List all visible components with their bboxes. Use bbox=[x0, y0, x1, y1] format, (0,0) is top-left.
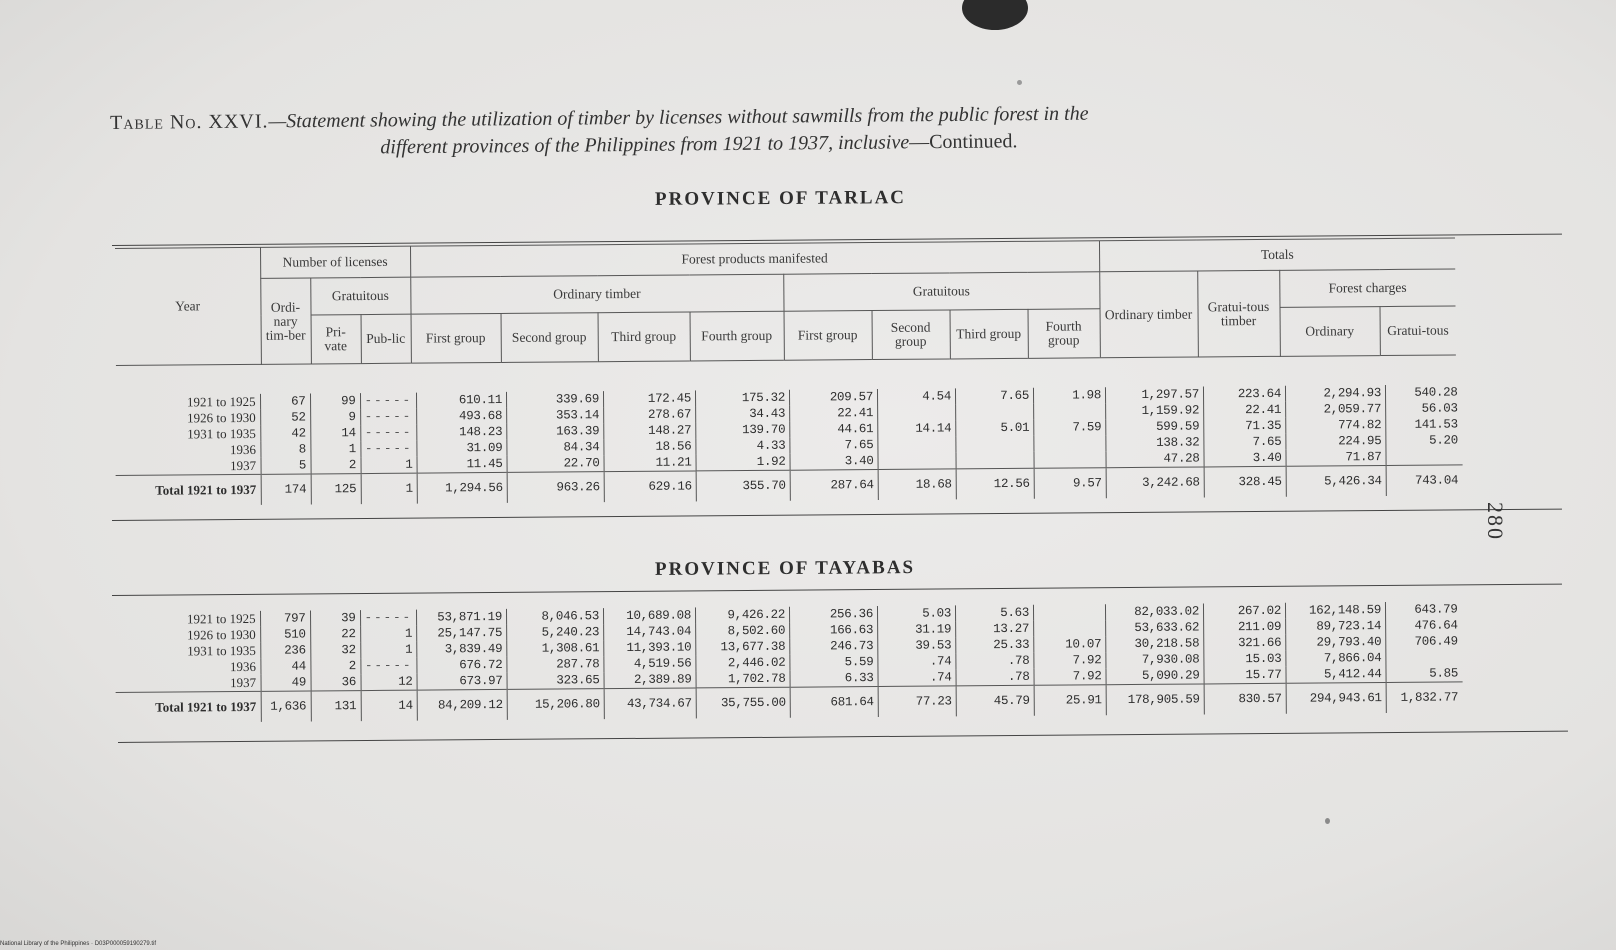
hdr-private: Pri-vate bbox=[311, 315, 361, 364]
value-cell: 4.54 bbox=[877, 388, 955, 405]
value-cell: 36 bbox=[310, 674, 360, 691]
value-cell: 1,308.61 bbox=[507, 640, 604, 657]
value-cell: 339.69 bbox=[507, 391, 604, 408]
value-cell: 1 bbox=[360, 626, 417, 642]
title-suffix: —Continued. bbox=[909, 130, 1018, 154]
value-cell: 2,446.02 bbox=[696, 655, 790, 672]
value-cell: 1 bbox=[361, 473, 418, 504]
value-cell: 1 bbox=[360, 642, 417, 658]
value-cell: 15.03 bbox=[1204, 651, 1286, 668]
value-cell bbox=[956, 436, 1034, 453]
value-cell: 18.68 bbox=[878, 469, 956, 500]
value-cell: 323.65 bbox=[507, 672, 604, 689]
value-cell: 5.20 bbox=[1429, 433, 1458, 448]
value-cell: 3.40 bbox=[1204, 450, 1286, 467]
value-cell: 84,209.12 bbox=[417, 689, 507, 720]
value-cell: 22 bbox=[310, 626, 360, 642]
value-cell: 77.23 bbox=[878, 686, 956, 717]
value-cell: 774.82 bbox=[1286, 417, 1386, 434]
value-cell: 1.98 bbox=[1033, 387, 1105, 404]
value-cell bbox=[1386, 649, 1462, 666]
value-cell: 540.28 bbox=[1414, 385, 1458, 400]
value-cell: 643.79 bbox=[1414, 602, 1458, 617]
value-cell bbox=[878, 436, 956, 453]
value-cell: 4.33 bbox=[696, 438, 790, 455]
value-cell: 3.40 bbox=[790, 453, 878, 470]
value-cell: 29,793.40 bbox=[1286, 634, 1386, 651]
value-cell: 71.87 bbox=[1286, 449, 1386, 466]
value-cell: 743.04 bbox=[1386, 465, 1462, 496]
value-cell: 1 bbox=[360, 457, 417, 474]
rule bbox=[118, 731, 1568, 743]
value-cell: 84.34 bbox=[507, 439, 604, 456]
year-cell: 1931 to 1935 bbox=[115, 426, 260, 443]
value-cell: 2,059.77 bbox=[1286, 401, 1386, 418]
value-cell: 34.43 bbox=[696, 406, 790, 423]
value-cell: 47.28 bbox=[1106, 450, 1204, 467]
value-cell: 139.70 bbox=[696, 422, 790, 439]
value-cell: 267.02 bbox=[1203, 603, 1285, 620]
value-cell: 2 bbox=[310, 658, 360, 674]
speck bbox=[1325, 818, 1330, 824]
value-cell: 7,866.04 bbox=[1286, 650, 1386, 667]
value-cell: 11.21 bbox=[604, 454, 696, 471]
value-cell: 43,734.67 bbox=[604, 688, 696, 719]
value-cell: 5.01 bbox=[956, 420, 1034, 437]
value-cell: 11.45 bbox=[417, 456, 507, 473]
hdr-total-ordinary-timber: Ordinary timber bbox=[1099, 271, 1198, 358]
value-cell: 12.56 bbox=[956, 468, 1034, 499]
value-cell: 629.16 bbox=[604, 471, 696, 502]
value-cell: 493.68 bbox=[417, 408, 507, 425]
value-cell: 67 bbox=[260, 393, 310, 409]
value-cell: 12 bbox=[360, 674, 417, 691]
value-cell: 5,412.44 bbox=[1286, 666, 1386, 683]
value-cell: ----- bbox=[360, 441, 417, 457]
speck bbox=[1017, 80, 1022, 85]
value-cell: 45.79 bbox=[956, 685, 1034, 716]
value-cell bbox=[1034, 435, 1106, 452]
value-cell: 35,755.00 bbox=[696, 687, 790, 718]
value-cell: .74 bbox=[878, 653, 956, 670]
value-cell: 963.26 bbox=[507, 472, 604, 503]
value-cell: 9.57 bbox=[1034, 468, 1106, 499]
value-cell: 14.14 bbox=[878, 420, 956, 437]
value-cell: 49 bbox=[260, 674, 310, 691]
value-cell: 166.63 bbox=[790, 622, 878, 639]
value-cell: 1 bbox=[310, 441, 360, 457]
value-cell: 10.07 bbox=[1034, 636, 1106, 653]
hdr-grat-third: Third group bbox=[950, 309, 1028, 359]
value-cell: 2,294.93 bbox=[1285, 385, 1385, 402]
value-cell: 42 bbox=[260, 425, 310, 441]
page-number: 280 bbox=[1483, 502, 1508, 541]
value-cell: 18.56 bbox=[604, 438, 696, 455]
value-cell: ----- bbox=[360, 409, 417, 425]
year-cell: 1926 to 1930 bbox=[115, 410, 260, 427]
hdr-year: Year bbox=[115, 247, 261, 365]
value-cell: 278.67 bbox=[604, 406, 696, 423]
hdr-ord-third: Third group bbox=[598, 312, 690, 362]
value-cell: 610.11 bbox=[417, 392, 507, 409]
title-line1: —Statement showing the utilization of timber by licenses without sawmills from the public forest in the bbox=[268, 102, 1089, 133]
hdr-forest-products: Forest products manifested bbox=[410, 241, 1099, 277]
province-heading-tayabas: PROVINCE OF TAYABAS bbox=[654, 557, 916, 580]
value-cell: 510 bbox=[260, 626, 310, 642]
value-cell: 2,389.89 bbox=[604, 671, 696, 688]
value-cell: 15.77 bbox=[1204, 667, 1286, 684]
tarlac-table bbox=[115, 384, 1462, 506]
value-cell bbox=[1034, 403, 1106, 420]
hdr-grat-first: First group bbox=[784, 311, 872, 361]
value-cell: 353.14 bbox=[507, 407, 604, 424]
value-cell: 797 bbox=[260, 610, 310, 626]
year-cell: 1926 to 1930 bbox=[115, 627, 260, 644]
value-cell: 1,832.77 bbox=[1386, 682, 1462, 713]
value-cell: ----- bbox=[360, 425, 417, 441]
value-cell: 7.92 bbox=[1034, 668, 1106, 685]
hdr-total-gratuitous-timber: Gratui-tous timber bbox=[1197, 270, 1280, 357]
value-cell: 163.39 bbox=[507, 423, 604, 440]
value-cell bbox=[878, 452, 956, 469]
year-cell: 1936 bbox=[115, 659, 260, 676]
value-cell bbox=[956, 452, 1034, 469]
value-cell: 5,090.29 bbox=[1106, 667, 1204, 684]
value-cell: 30,218.58 bbox=[1106, 635, 1204, 652]
value-cell: 148.27 bbox=[604, 422, 696, 439]
value-cell: 71.35 bbox=[1204, 418, 1286, 435]
value-cell: 11,393.10 bbox=[604, 639, 696, 656]
value-cell: 25.91 bbox=[1034, 685, 1106, 716]
value-cell: 99 bbox=[310, 393, 360, 409]
value-cell: 1.92 bbox=[696, 454, 790, 471]
value-cell: 175.32 bbox=[695, 390, 789, 407]
rule bbox=[112, 584, 1562, 596]
tayabas-table bbox=[115, 601, 1462, 723]
value-cell: 476.64 bbox=[1414, 618, 1458, 633]
year-cell: 1921 to 1925 bbox=[115, 611, 260, 628]
value-cell: 5 bbox=[260, 457, 310, 474]
hdr-ordinary-timber-licenses: Ordi-nary tim-ber bbox=[260, 278, 311, 364]
value-cell: 287.64 bbox=[790, 470, 878, 501]
table-title bbox=[110, 97, 1490, 164]
value-cell: 13,677.38 bbox=[696, 639, 790, 656]
value-cell: 52 bbox=[260, 409, 310, 425]
province-heading-tarlac: PROVINCE OF TARLAC bbox=[654, 187, 907, 210]
value-cell: 15,206.80 bbox=[507, 689, 604, 720]
value-cell bbox=[1386, 448, 1462, 465]
value-cell: 3,242.68 bbox=[1106, 467, 1204, 498]
value-cell: 14 bbox=[361, 690, 418, 721]
value-cell: 7,930.08 bbox=[1106, 651, 1204, 668]
value-cell: 5.63 bbox=[955, 605, 1033, 622]
value-cell: 321.66 bbox=[1204, 635, 1286, 652]
year-cell: 1931 to 1935 bbox=[115, 643, 260, 660]
value-cell: 355.70 bbox=[696, 470, 790, 501]
value-cell: 131 bbox=[311, 691, 361, 722]
value-cell: 681.64 bbox=[790, 687, 878, 718]
value-cell: 7.59 bbox=[1034, 419, 1106, 436]
value-cell: 53,871.19 bbox=[417, 609, 507, 626]
value-cell: 7.65 bbox=[1204, 434, 1286, 451]
value-cell: 5.03 bbox=[877, 605, 955, 622]
value-cell: .74 bbox=[878, 669, 956, 686]
hdr-gratuitous-products: Gratuitous bbox=[783, 272, 1099, 311]
value-cell: 676.72 bbox=[417, 657, 507, 674]
year-cell: Total 1921 to 1937 bbox=[116, 691, 261, 723]
value-cell: 10,689.08 bbox=[604, 607, 696, 624]
value-cell: 141.53 bbox=[1414, 417, 1458, 432]
value-cell: 287.78 bbox=[507, 656, 604, 673]
title-line2: different provinces of the Philippines from 1921 to 1937, inclusive bbox=[380, 131, 910, 159]
value-cell: 5,240.23 bbox=[507, 624, 604, 641]
value-cell: 8,046.53 bbox=[507, 608, 604, 625]
value-cell: 224.95 bbox=[1286, 433, 1386, 450]
value-cell: 599.59 bbox=[1106, 418, 1204, 435]
column-header bbox=[115, 237, 1456, 366]
value-cell: ----- bbox=[360, 393, 417, 409]
value-cell: 246.73 bbox=[790, 638, 878, 655]
value-cell: 7.65 bbox=[955, 388, 1033, 405]
value-cell: 209.57 bbox=[789, 389, 877, 406]
hdr-forest-charges: Forest charges bbox=[1279, 269, 1455, 307]
value-cell: 13.27 bbox=[956, 621, 1034, 638]
value-cell: 39.53 bbox=[878, 637, 956, 654]
hdr-num-licenses: Number of licenses bbox=[260, 246, 410, 278]
value-cell bbox=[956, 404, 1034, 421]
hdr-ord-second: Second group bbox=[501, 313, 598, 363]
value-cell: 830.57 bbox=[1204, 683, 1286, 714]
value-cell: 148.23 bbox=[417, 424, 507, 441]
value-cell: 4,519.56 bbox=[604, 655, 696, 672]
hdr-fc-ordinary: Ordinary bbox=[1280, 307, 1380, 357]
value-cell: 5.59 bbox=[790, 654, 878, 671]
value-cell bbox=[878, 404, 956, 421]
value-cell: 39 bbox=[310, 610, 360, 626]
value-cell: 172.45 bbox=[604, 390, 696, 407]
value-cell: 1,702.78 bbox=[696, 671, 790, 688]
title-lead: Table No. XXVI. bbox=[110, 110, 269, 134]
value-cell: .78 bbox=[956, 653, 1034, 670]
value-cell: 6.33 bbox=[790, 670, 878, 687]
value-cell: 138.32 bbox=[1106, 434, 1204, 451]
value-cell: 256.36 bbox=[789, 606, 877, 623]
year-cell: 1936 bbox=[115, 442, 260, 459]
hdr-ord-fourth: Fourth group bbox=[690, 311, 784, 361]
value-cell: 9 bbox=[310, 409, 360, 425]
binding-hole bbox=[962, 0, 1028, 30]
hdr-fc-gratuitous: Gratui-tous bbox=[1387, 322, 1449, 339]
value-cell: 174 bbox=[261, 474, 311, 505]
year-cell: Total 1921 to 1937 bbox=[116, 474, 261, 506]
value-cell: 14 bbox=[310, 425, 360, 441]
rule bbox=[112, 509, 1562, 521]
hdr-totals: Totals bbox=[1099, 238, 1455, 272]
value-cell: 673.97 bbox=[417, 673, 507, 690]
value-cell: 7.92 bbox=[1034, 652, 1106, 669]
value-cell: 162,148.59 bbox=[1285, 602, 1385, 619]
value-cell: 8 bbox=[260, 441, 310, 457]
value-cell: .78 bbox=[956, 669, 1034, 686]
value-cell: 22.41 bbox=[790, 405, 878, 422]
value-cell: 1,297.57 bbox=[1105, 386, 1203, 403]
value-cell: 22.70 bbox=[507, 455, 604, 472]
value-cell: 706.49 bbox=[1414, 634, 1458, 649]
value-cell: 5.85 bbox=[1429, 666, 1459, 681]
scan-footer: National Library of the Philippines · D03P000059190279.tif bbox=[0, 941, 157, 947]
value-cell: 1,159.92 bbox=[1106, 402, 1204, 419]
value-cell: 32 bbox=[310, 642, 360, 658]
value-cell: 178,905.59 bbox=[1106, 684, 1204, 715]
value-cell: 125 bbox=[311, 474, 361, 505]
value-cell: 25,147.75 bbox=[417, 625, 507, 642]
value-cell: 1,294.56 bbox=[417, 472, 507, 503]
value-cell bbox=[1034, 451, 1106, 468]
year-cell: 1937 bbox=[116, 675, 261, 693]
value-cell: 7.65 bbox=[790, 437, 878, 454]
year-cell: 1937 bbox=[116, 458, 261, 476]
value-cell: 89,723.14 bbox=[1286, 618, 1386, 635]
value-cell: 294,943.61 bbox=[1286, 683, 1386, 714]
value-cell: 223.64 bbox=[1203, 386, 1285, 403]
value-cell: 44.61 bbox=[790, 421, 878, 438]
year-cell: 1921 to 1925 bbox=[115, 394, 260, 411]
hdr-grat-second: Second group bbox=[872, 310, 950, 360]
value-cell: 328.45 bbox=[1204, 466, 1286, 497]
value-cell bbox=[1034, 620, 1106, 637]
hdr-public: Pub-lic bbox=[361, 314, 411, 363]
value-cell: 8,502.60 bbox=[696, 623, 790, 640]
value-cell: 82,033.02 bbox=[1105, 603, 1203, 620]
value-cell: 44 bbox=[260, 658, 310, 674]
value-cell: 31.19 bbox=[878, 621, 956, 638]
value-cell: 1,636 bbox=[261, 691, 311, 722]
value-cell: 236 bbox=[260, 642, 310, 658]
value-cell: ----- bbox=[360, 658, 417, 674]
hdr-ordinary-timber: Ordinary timber bbox=[410, 274, 783, 314]
value-cell: 31.09 bbox=[417, 440, 507, 457]
hdr-ord-first: First group bbox=[411, 313, 501, 363]
value-cell: 211.09 bbox=[1204, 619, 1286, 636]
value-cell: 2 bbox=[310, 457, 360, 474]
value-cell: 3,839.49 bbox=[417, 641, 507, 658]
value-cell: 22.41 bbox=[1204, 402, 1286, 419]
value-cell: 25.33 bbox=[956, 637, 1034, 654]
value-cell: 9,426.22 bbox=[695, 607, 789, 624]
value-cell: 53,633.62 bbox=[1106, 619, 1204, 636]
value-cell bbox=[1033, 604, 1105, 621]
hdr-grat-fourth: Fourth group bbox=[1028, 309, 1100, 359]
value-cell: 56.03 bbox=[1421, 401, 1458, 416]
hdr-gratuitous-licenses: Gratuitous bbox=[310, 277, 410, 315]
value-cell: 14,743.04 bbox=[604, 623, 696, 640]
value-cell: ----- bbox=[360, 610, 417, 626]
value-cell: 5,426.34 bbox=[1286, 466, 1386, 497]
